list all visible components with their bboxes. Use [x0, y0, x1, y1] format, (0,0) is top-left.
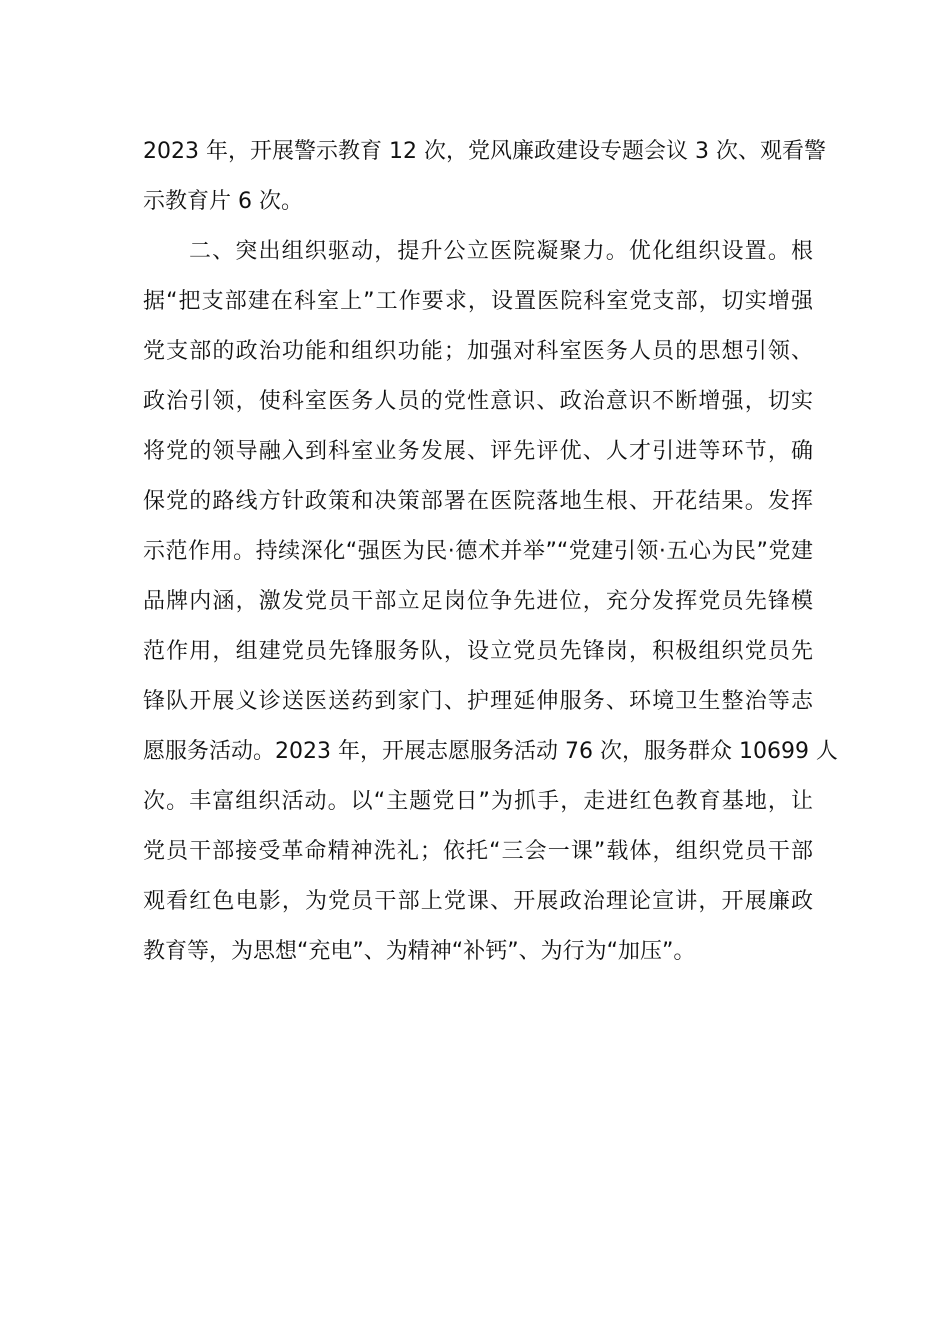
paragraph-1-line-1: 2023 年，开展警示教育 12 次，党风廉政建设专题会议 3 次、观看警 [143, 139, 826, 164]
paragraph-2-line-4: 政治引领，使科室医务人员的党性意识、政治意识不断增强，切实 [143, 389, 813, 414]
paragraph-2-line-11: 愿服务活动。2023 年，开展志愿服务活动 76 次，服务群众 10699 人 [143, 739, 838, 764]
paragraph-2-line-6: 保党的路线方针政策和决策部署在医院落地生根、开花结果。发挥 [143, 489, 813, 514]
paragraph-2-line-15: 教育等，为思想“充电”、为精神“补钙”、为行为“加压”。 [143, 939, 696, 964]
paragraph-2-line-7: 示范作用。持续深化“强医为民·德术并举”“党建引领·五心为民”党建 [143, 539, 813, 564]
paragraph-2-line-14: 观看红色电影，为党员干部上党课、开展政治理论宣讲，开展廉政 [143, 889, 813, 914]
paragraph-2-line-5: 将党的领导融入到科室业务发展、评先评优、人才引进等环节，确 [143, 439, 813, 464]
paragraph-2 [143, 227, 838, 977]
paragraph-1-line-2: 示教育片 6 次。 [143, 189, 303, 214]
paragraph-2-line-13: 党员干部接受革命精神洗礼；依托“三会一课”载体，组织党员干部 [143, 839, 813, 864]
paragraph-2-line-12: 次。丰富组织活动。以“主题党日”为抓手，走进红色教育基地，让 [143, 789, 813, 814]
paragraph-2-line-8: 品牌内涵，激发党员干部立足岗位争先进位，充分发挥党员先锋模 [143, 589, 813, 614]
document-body [143, 127, 838, 977]
paragraph-2-line-1: 二、突出组织驱动，提升公立医院凝聚力。优化组织设置。根 [189, 239, 813, 264]
paragraph-2-line-9: 范作用，组建党员先锋服务队，设立党员先锋岗，积极组织党员先 [143, 639, 813, 664]
paragraph-2-line-3: 党支部的政治功能和组织功能；加强对科室医务人员的思想引领、 [143, 339, 813, 364]
paragraph-2-line-2: 据“把支部建在科室上”工作要求，设置医院科室党支部，切实增强 [143, 289, 813, 314]
paragraph-2-line-10: 锋队开展义诊送医送药到家门、护理延伸服务、环境卫生整治等志 [143, 689, 813, 714]
paragraph-1 [143, 127, 826, 227]
